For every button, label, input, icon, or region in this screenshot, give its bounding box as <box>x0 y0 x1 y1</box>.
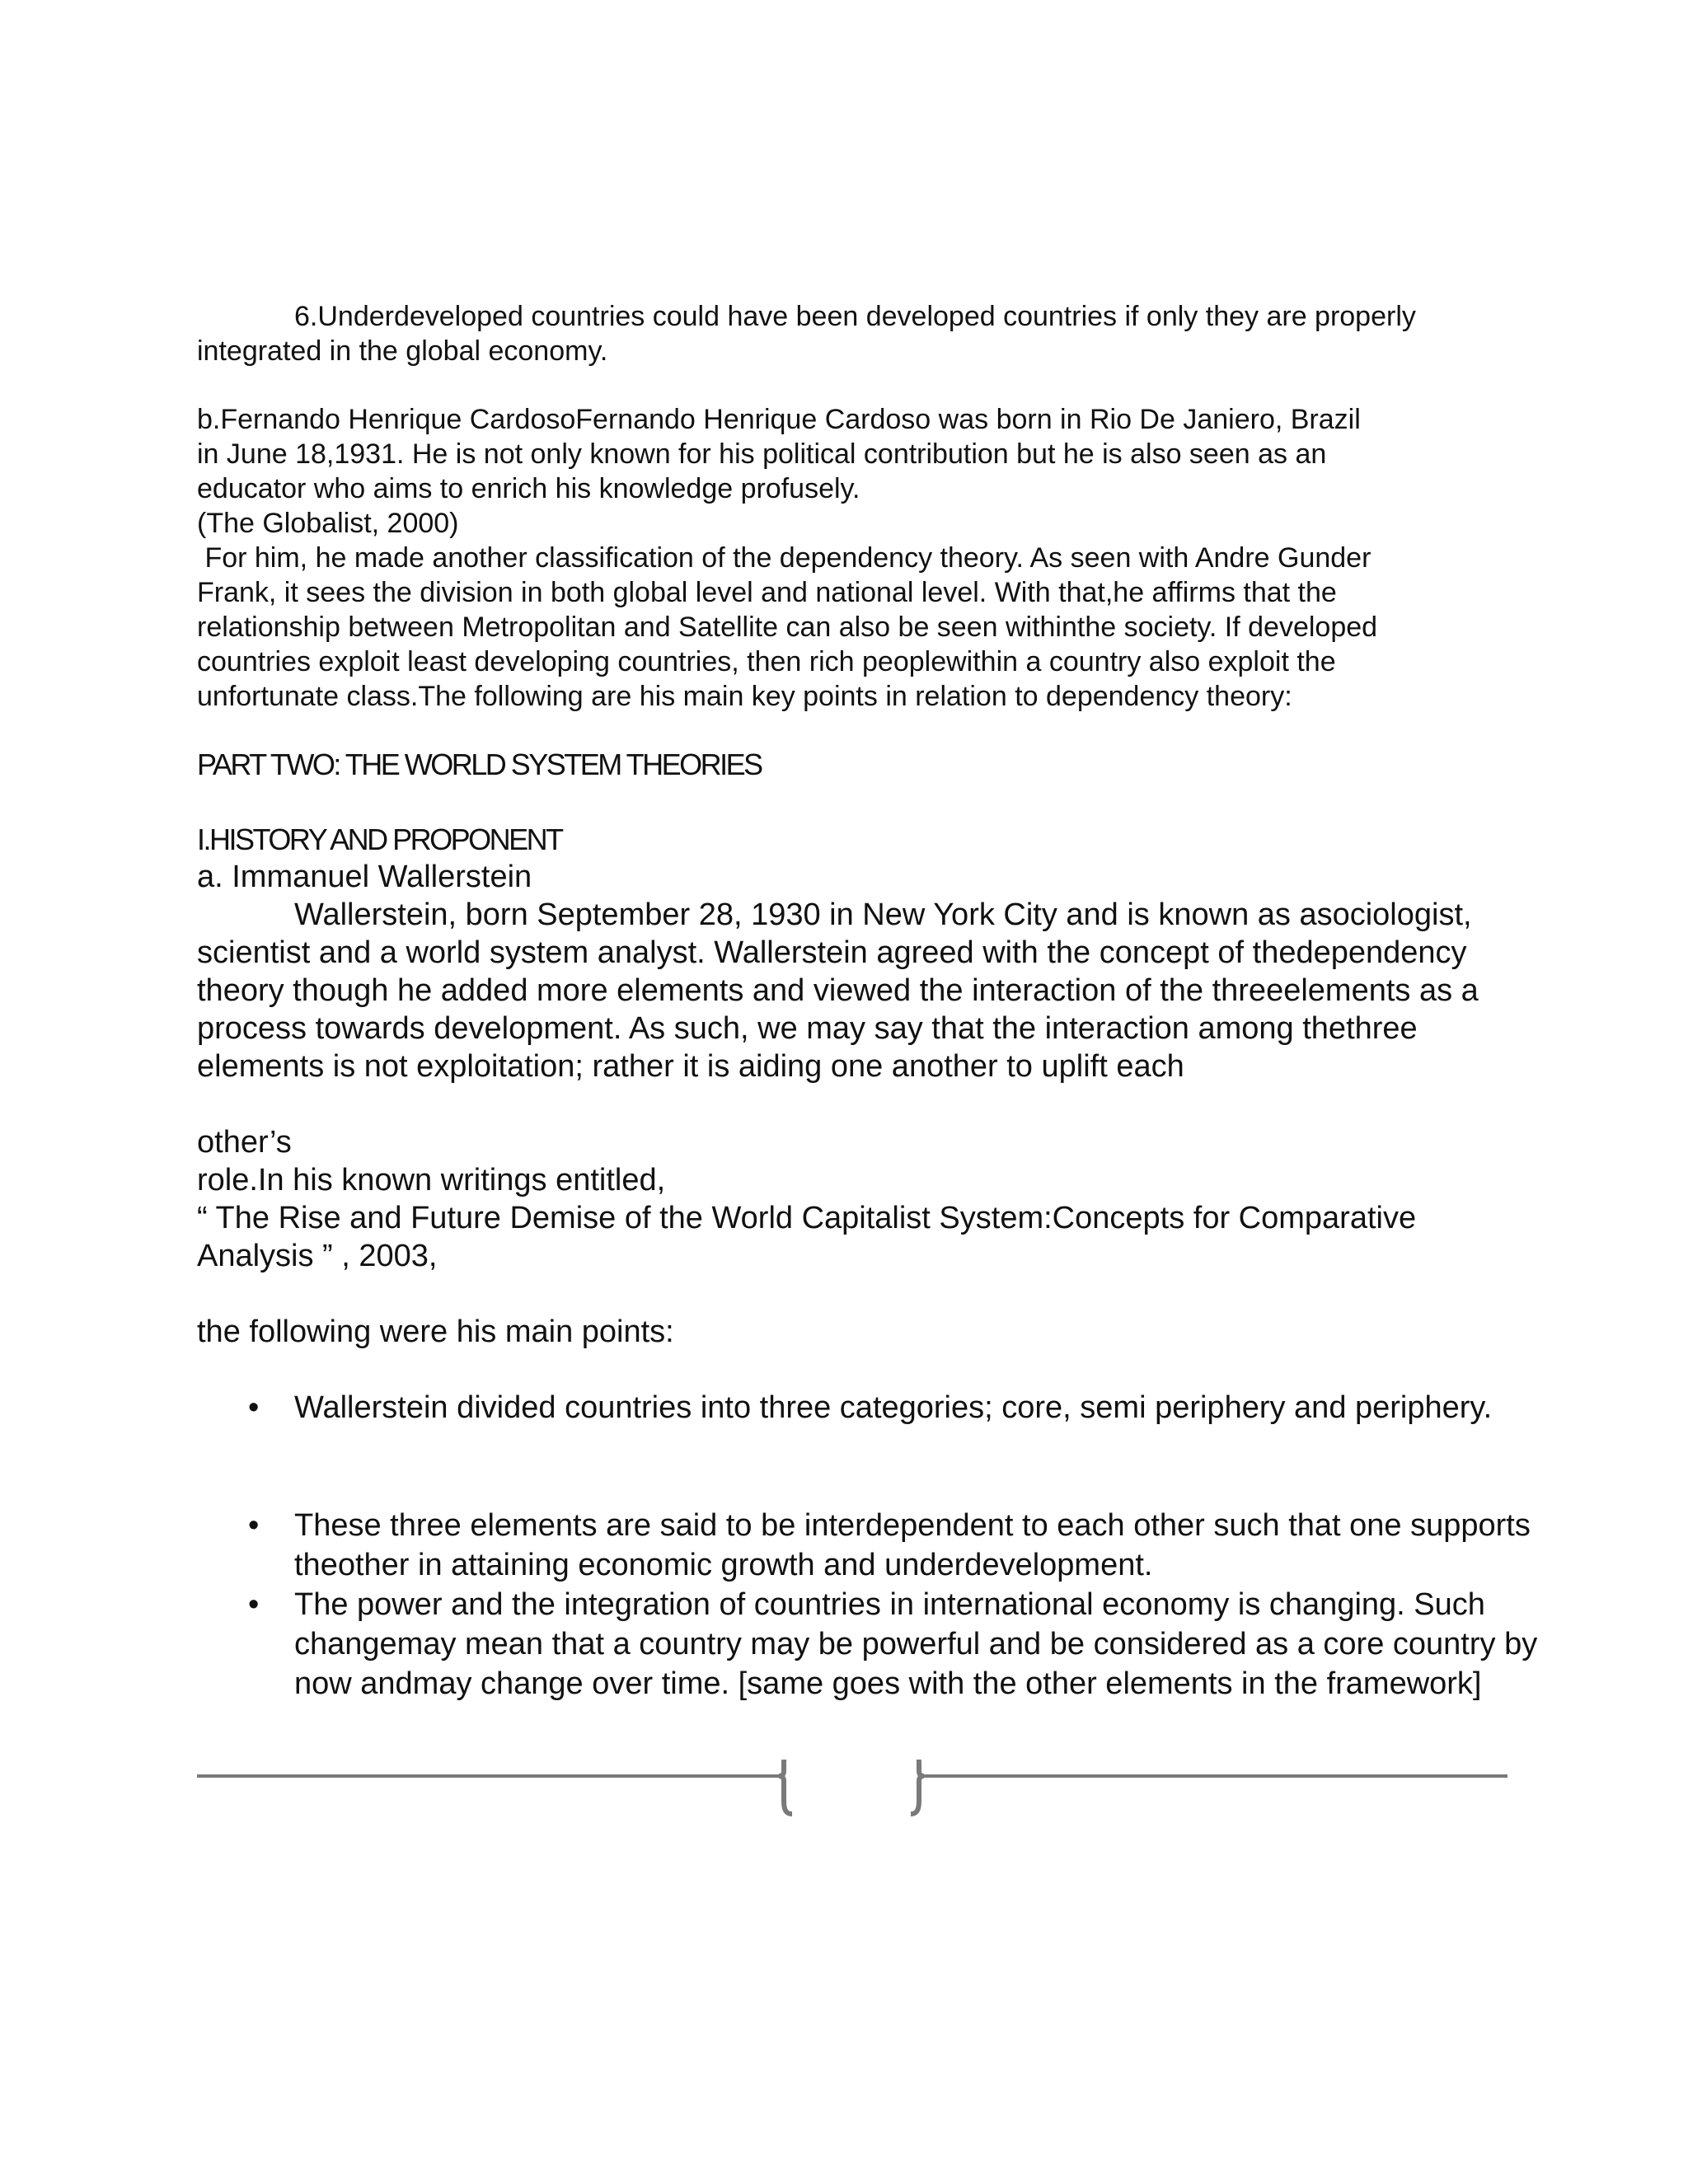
footer-bracket-left-icon <box>779 1760 792 1814</box>
list-item <box>197 1506 1580 1585</box>
text-line: unfortunate class.The following are his main key points in relation to dependency theory: <box>197 681 1292 712</box>
paragraph-point-six: 6.Underdeveloped countries could have been developed countries if only they are properly integrated in the global economy. <box>197 301 1416 367</box>
text-line: educator who aims to enrich his knowledge profusely. <box>197 473 860 504</box>
paragraph-main-points-intro: the following were his main points: <box>197 1315 674 1349</box>
footer-rule <box>197 1760 1507 1834</box>
subheading-wallerstein: a. Immanuel Wallerstein <box>197 860 532 894</box>
list-item <box>197 1585 1580 1704</box>
text-line: b.Fernando Henrique CardosoFernando Henrique Cardoso was born in Rio De Janiero, Brazil <box>197 404 1361 435</box>
list-item-text: Wallerstein divided countries into three categories; core, semi periphery and periphery. <box>294 1390 1493 1425</box>
list-item <box>197 1388 1580 1427</box>
bullet-icon: • <box>248 1587 260 1622</box>
text-line: “ The Rise and Future Demise of the World Capitalist System:Concepts for Comparative <box>197 1201 1417 1235</box>
section-heading-part-two: PART TWO: THE WORLD SYSTEM THEORIES <box>197 748 762 781</box>
text-line: countries exploit least developing countries, then rich peoplewithin a country also exploit the <box>197 646 1336 677</box>
text-line: Analysis ” , 2003, <box>197 1239 438 1273</box>
footer-bracket-right-icon <box>911 1760 924 1814</box>
text-line: relationship between Metropolitan and Satellite can also be seen withinthe society. If developed <box>197 612 1378 643</box>
text-line: For him, he made another classification of the dependency theory. As seen with Andre Gunder <box>197 542 1372 574</box>
text-line: other’s <box>197 1125 292 1160</box>
list-item-text: The power and the integration of countries in international economy is changing. Such changemay mean that a country may be powerful and be considered as a core country by now andmay change over time. [same goes with the other elements in the framework] <box>294 1587 1538 1701</box>
paragraph-wallerstein-tail <box>197 1123 1483 1275</box>
paragraph-wallerstein: Wallerstein, born September 28, 1930 in New York City and is known as asociologist, scientist and a world system analyst. Wallerstein agreed with the concept of thedependency theory though he added more elements and viewed the interaction of the threeelements as a process towards development. As such, we may say that the interaction among thethree elements is not exploitation; rather it is aiding one another to uplift each <box>197 898 1479 1084</box>
bullet-icon: • <box>248 1508 260 1543</box>
text-line: role.In his known writings entitled, <box>197 1163 666 1197</box>
list-item-text: These three elements are said to be interdependent to each other such that one supports theother in attaining economic growth and underdevelopment. <box>294 1508 1531 1582</box>
text-line: Frank, it sees the division in both global level and national level. With that,he affirms that the <box>197 577 1337 608</box>
paragraph-cardoso <box>197 402 1483 714</box>
citation: (The Globalist, 2000) <box>197 508 459 539</box>
section-heading-history: I.HISTORY AND PROPONENT <box>197 823 562 856</box>
bullet-icon: • <box>248 1390 260 1425</box>
text-line: in June 18,1931. He is not only known for his political contribution but he is also seen as an <box>197 438 1327 470</box>
